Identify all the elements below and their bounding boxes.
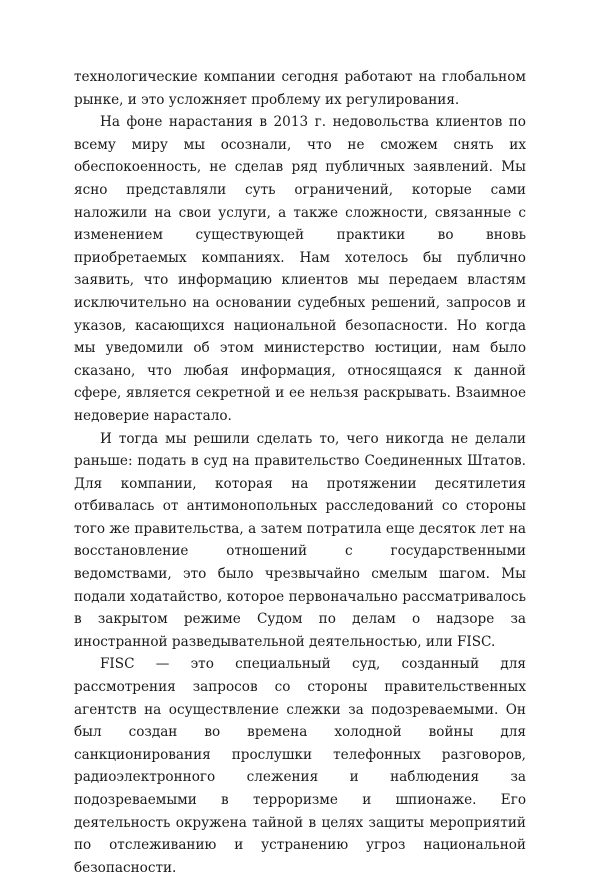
- paragraph-3: И тогда мы решили сделать то, чего никогда не делали раньше: подать в суд на правительство Соединенных Штатов. Для компании, которая на протяжении десятилетия отбивалась от антимонопольных расследований со стороны того же правительства, а затем потратила еще десяток лет на восстановление отношений с государственными ведомствами, это было чрезвычайно смелым шагом. Мы подали ходатайство, которое первоначально рассматривалось в закрытом режиме Судом по делам о надзоре за иностранной разведывательной деятельностью, или FISC.: [74, 430, 526, 650]
- paragraph-1: технологические компании сегодня работают на глобальном рынке, и это усложняет проблему их регулирования.: [74, 69, 526, 108]
- document-page: [74, 66, 526, 879]
- paragraph-2: На фоне нарастания в 2013 г. недовольства клиентов по всему миру мы осознали, что не сможем снять их обеспокоенность, не сделав ряд публичных заявлений. Мы ясно представляли суть ограничений, которые сами наложили на свои услуги, а также сложности, связанные с изменением существующей практики во вновь приобретаемых компаниях. Нам хотелось бы публично заявить, что информацию клиентов мы передаем властям исключительно на основании судебных решений, запросов и указов, касающихся национальной безопасности. Но когда мы уведомили об этом министерство юстиции, нам было сказано, что любая информация, относящаяся к данной сфере, является секретной и ее нельзя раскрывать. Взаимное недоверие нарастало.: [74, 114, 526, 424]
- paragraph-4: FISC — это специальный суд, созданный для рассмотрения запросов со стороны правительственных агентств на осуществление слежки за подозреваемыми. Он был создан во времена холодной войны для санкционирования прослушки телефонных разговоров, радиоэлектронного слежения и наблюдения за подозреваемыми в терроризме и шпионаже. Его деятельность окружена тайной в целях защиты мероприятий по отслеживанию и устранению угроз национальной безопасности.: [74, 656, 526, 876]
